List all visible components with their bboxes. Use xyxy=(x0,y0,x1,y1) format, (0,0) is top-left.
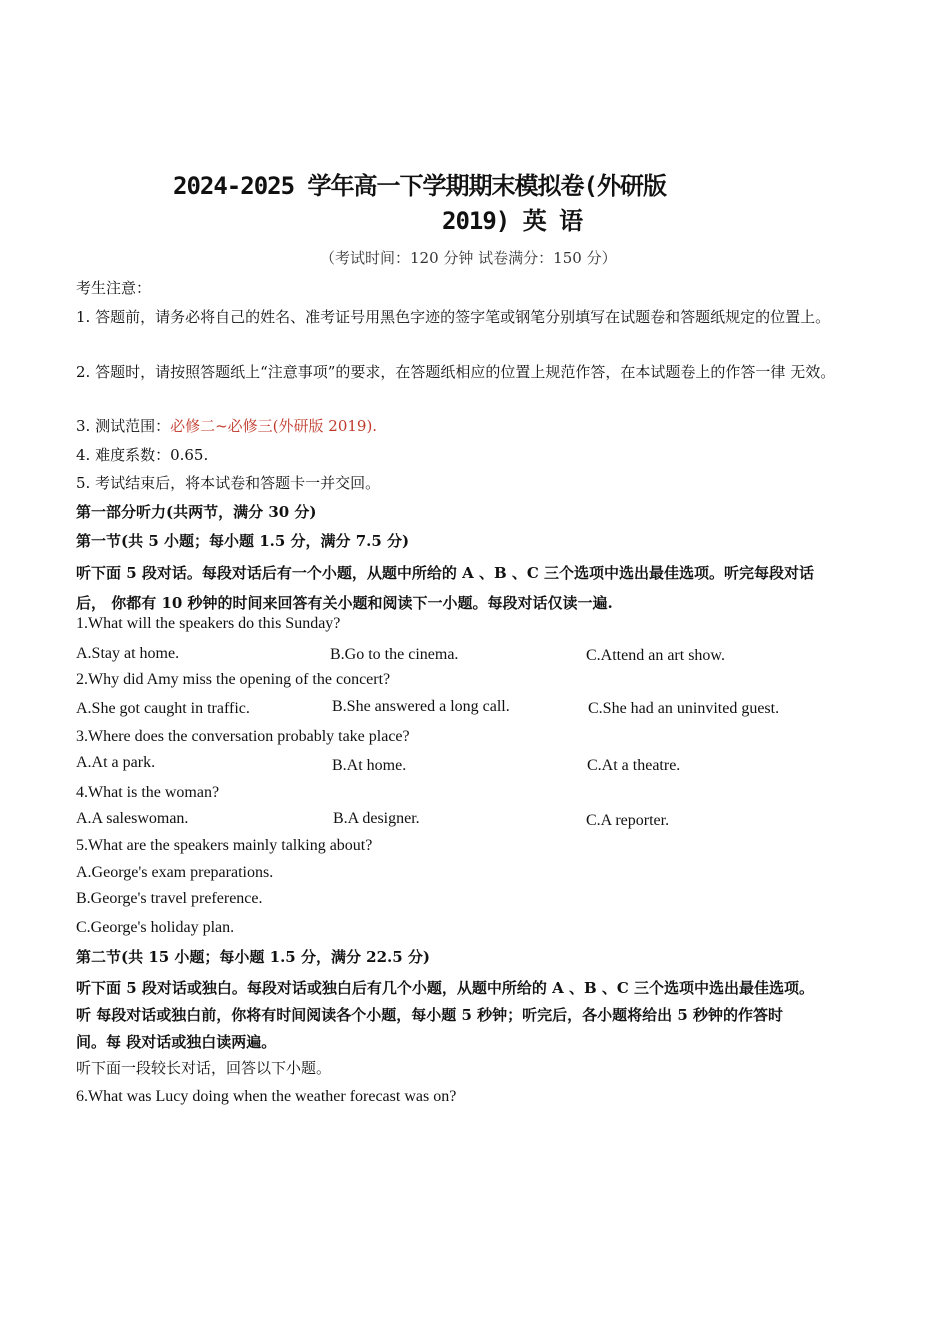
question-2-stem: 2.Why did Amy miss the opening of the concert? xyxy=(76,671,391,688)
section1-instructions-line2: 后， 你都有 10 秒钟的时间来回答有关小题和阅读下一小题。每段对话仅读一遍. xyxy=(76,594,613,612)
section2-sub-instruction: 听下面一段较长对话，回答以下小题。 xyxy=(76,1059,332,1077)
question-3-option-b: B.At home. xyxy=(332,757,407,774)
question-5-option-b: B.George's travel preference. xyxy=(76,890,263,907)
section2-instructions-line2: 听 每段对话或独白前，你将有时间阅读各个小题，每小题 5 秒钟；听完后，各小题将给出 5 秒钟的作答时 xyxy=(76,1006,783,1024)
question-3-option-a: A.At a park. xyxy=(76,754,156,771)
notice-item-4: 4. 难度系数：0.65. xyxy=(76,446,209,464)
question-1-option-c: C.Attend an art show. xyxy=(586,647,725,664)
section1-instructions-line1: 听下面 5 段对话。每段对话后有一个小题，从题中所给的 A 、B 、C 三个选项中选出最佳选项。听完每段对话 xyxy=(76,564,815,582)
question-5-stem: 5.What are the speakers mainly talking about? xyxy=(76,837,373,854)
question-4-option-c: C.A reporter. xyxy=(586,812,670,829)
notice-item-2: 2. 答题时，请按照答题纸上“注意事项”的要求，在答题纸相应的位置上规范作答，在本试题卷上的作答一律 无效。 xyxy=(76,363,836,381)
question-4-option-a: A.A saleswoman. xyxy=(76,810,189,827)
question-2-option-a: A.She got caught in traffic. xyxy=(76,700,250,717)
page-title-line1: 2024-2025 学年高一下学期期末模拟卷(外研版 xyxy=(173,172,666,200)
question-4-option-b: B.A designer. xyxy=(333,810,420,827)
question-2-option-c: C.She had an uninvited guest. xyxy=(588,700,780,717)
section1-heading: 第一节(共 5 小题；每小题 1.5 分，满分 7.5 分) xyxy=(76,532,410,550)
question-5-option-c: C.George's holiday plan. xyxy=(76,919,235,936)
notice-heading: 考生注意： xyxy=(76,279,152,297)
part1-heading: 第一部分听力(共两节，满分 30 分) xyxy=(76,503,317,521)
section2-heading: 第二节(共 15 小题；每小题 1.5 分，满分 22.5 分) xyxy=(76,948,431,966)
notice-item-5: 5. 考试结束后，将本试卷和答题卡一并交回。 xyxy=(76,474,381,492)
question-1-stem: 1.What will the speakers do this Sunday? xyxy=(76,615,341,632)
notice-item-3 xyxy=(76,415,377,436)
page-title-line2: 2019) 英 语 xyxy=(442,207,583,235)
question-4-stem: 4.What is the woman? xyxy=(76,784,220,801)
question-3-stem: 3.Where does the conversation probably take place? xyxy=(76,728,410,745)
exam-info: （考试时间：120 分钟 试卷满分：150 分） xyxy=(320,249,617,267)
question-1-option-a: A.Stay at home. xyxy=(76,645,180,662)
question-3-option-c: C.At a theatre. xyxy=(587,757,681,774)
question-2-option-b: B.She answered a long call. xyxy=(332,698,510,715)
section2-instructions-line1: 听下面 5 段对话或独白。每段对话或独白后有几个小题，从题中所给的 A 、B 、C 三个选项中选出最佳选项。 xyxy=(76,979,815,997)
question-6-stem: 6.What was Lucy doing when the weather forecast was on? xyxy=(76,1088,457,1105)
section2-instructions-line3: 间。每 段对话或独白读两遍。 xyxy=(76,1033,277,1051)
notice-item-3-value: 必修二~必修三(外研版 2019). xyxy=(170,417,378,435)
notice-item-1: 1. 答题前，请务必将自己的姓名、准考证号用黑色字迹的签字笔或钢笔分别填写在试题卷和答题纸规定的位置上。 xyxy=(76,308,831,326)
question-1-option-b: B.Go to the cinema. xyxy=(330,646,459,663)
question-5-option-a: A.George's exam preparations. xyxy=(76,864,274,881)
notice-item-3-label: 3. 测试范围： xyxy=(76,417,171,435)
